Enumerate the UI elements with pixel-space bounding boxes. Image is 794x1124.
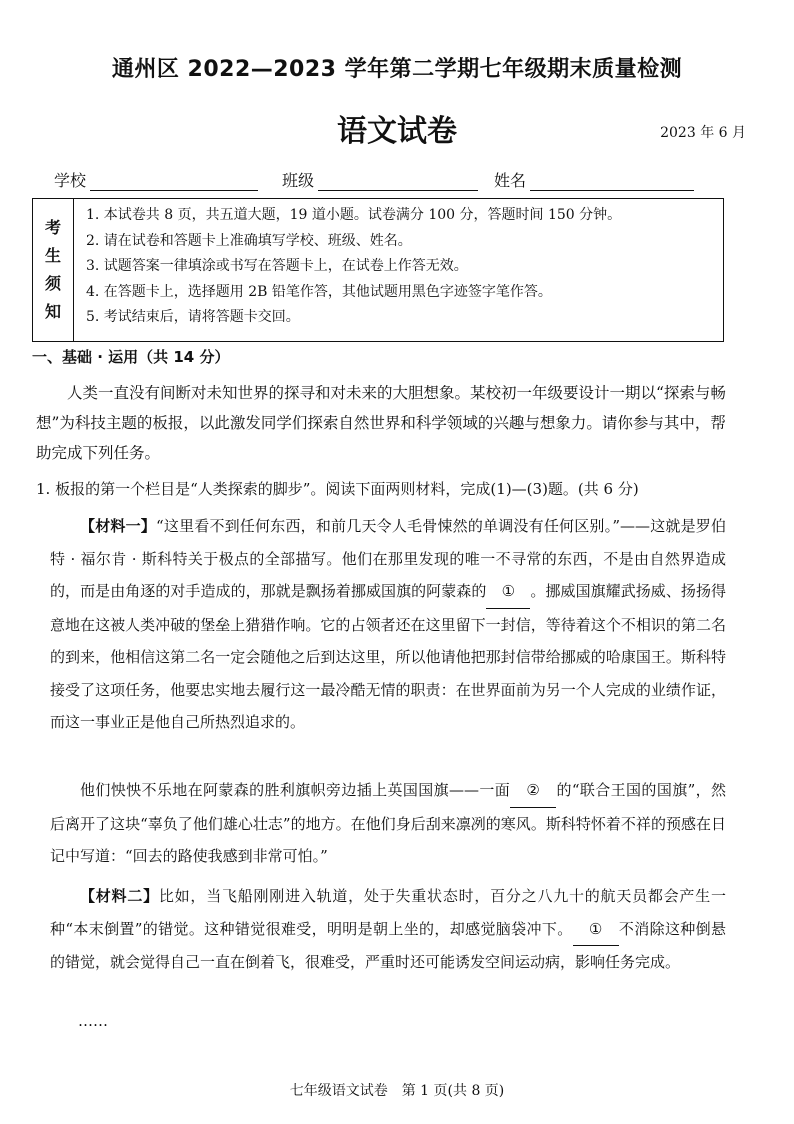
material2-text-b: 不消除这种倒悬的错觉，就会觉得自己一直在倒着飞，很难受，严重时还可能诱发空间运动病，影响任务完成。	[50, 919, 726, 971]
exam-notice-box	[32, 198, 724, 342]
answer-blank-1[interactable]: ①	[486, 575, 530, 609]
school-field[interactable]	[54, 168, 258, 191]
notice-item: 1. 本试卷共 8 页，共五道大题，19 道小题。试卷满分 100 分，答题时间 150 分钟。	[86, 207, 622, 223]
notice-char: 考	[44, 218, 61, 237]
answer-blank-2[interactable]: ②	[510, 774, 556, 808]
name-blank[interactable]	[530, 172, 694, 191]
school-blank[interactable]	[90, 172, 258, 191]
material1-text-a: “这里看不到任何东西，和前几天令人毛骨悚然的单调没有任何区别。”——这就是罗伯特 · 福尔肯 · 斯科特关于极点的全部描写。他们在那里发现的唯一不寻常的东西，不是由自然界造成的，而是由角逐的对手造成的，那就是飘扬着挪威国旗的阿蒙森的	[50, 517, 726, 600]
class-label: 班级	[282, 171, 315, 190]
notice-items	[74, 199, 621, 341]
material1-label: 【材料一】	[80, 517, 156, 535]
material1-p2-text-a: 他们怏怏不乐地在阿蒙森的胜利旗帜旁边插上英国国旗——一面	[80, 781, 511, 799]
school-label: 学校	[54, 171, 87, 190]
intro-paragraph: 人类一直没有间断对未知世界的探寻和对未来的大胆想象。某校初一年级要设计一期以“探索与畅想”为科技主题的板报，以此激发同学们探索自然世界和科学领域的兴趣与想象力。请你参与其中，帮助完成下列任务。	[36, 384, 726, 462]
section-heading: 一、基础 · 运用（共 14 分）	[32, 348, 230, 366]
class-blank[interactable]	[318, 172, 478, 191]
notice-side-label	[33, 199, 74, 341]
class-field[interactable]	[282, 168, 478, 191]
answer-blank-3[interactable]: ①	[573, 913, 619, 947]
notice-item: 4. 在答题卡上，选择题用 2B 铅笔作答，其他试题用黑色字迹签字笔作答。	[86, 283, 552, 300]
notice-char: 知	[44, 302, 61, 321]
material1-text-b: 。挪威国旗耀武扬威、扬扬得意地在这被人类冲破的堡垒上猎猎作响。它的占领者还在这里留下一封信，等待着这个不相识的第二名的到来，他相信这第二名一定会随他之后到达这里，所以他请他把那封信带给挪威的哈康国王。斯科特接受了这项任务，他要忠实地去履行这一最冷酷无情的职责：在世界面前为另一个人完成的业绩作证，而这一事业正是他自己所热烈追求的。	[50, 582, 726, 731]
ellipsis: ……	[78, 1012, 108, 1030]
page-footer: 七年级语文试卷 第 1 页(共 8 页)	[289, 1083, 505, 1099]
notice-item: 5. 考试结束后，请将答题卡交回。	[86, 309, 300, 325]
notice-item: 3. 试题答案一律填涂或书写在答题卡上，在试卷上作答无效。	[86, 258, 468, 274]
material2-text-a: 比如，当飞船刚刚进入轨道，处于失重状态时，百分之八九十的航天员都会产生一种“本末倒置”的错觉。这种错觉很难受，明明是朝上坐的，却感觉脑袋冲下。	[50, 887, 726, 938]
name-label: 姓名	[494, 171, 527, 190]
exam-date: 2023 年 6 月	[660, 125, 746, 141]
material1-p2-text-b: 的“联合王国的国旗”，然后离开了这块“辜负了他们雄心壮志”的地方。在他们身后刮来凛冽的寒风。斯科特怀着不祥的预感在日记中写道：“回去的路使我感到非常可怕。”	[50, 781, 726, 865]
exam-title: 通州区 2022—2023 学年第二学期七年级期末质量检测	[111, 57, 683, 82]
material1-paragraph2	[50, 774, 726, 873]
notice-item: 2. 请在试卷和答题卡上准确填写学校、班级、姓名。	[86, 232, 412, 249]
name-field[interactable]	[494, 168, 694, 191]
material1-paragraph1	[50, 510, 726, 739]
notice-char: 生	[44, 246, 61, 265]
subject-title: 语文试卷	[337, 114, 457, 149]
material2-label: 【材料二】	[80, 887, 159, 905]
material2-paragraph	[50, 880, 726, 979]
notice-char: 须	[44, 274, 61, 293]
question-1: 1. 板报的第一个栏目是“人类探索的脚步”。阅读下面两则材料，完成(1)—(3)题。(共 6 分)	[36, 480, 639, 498]
